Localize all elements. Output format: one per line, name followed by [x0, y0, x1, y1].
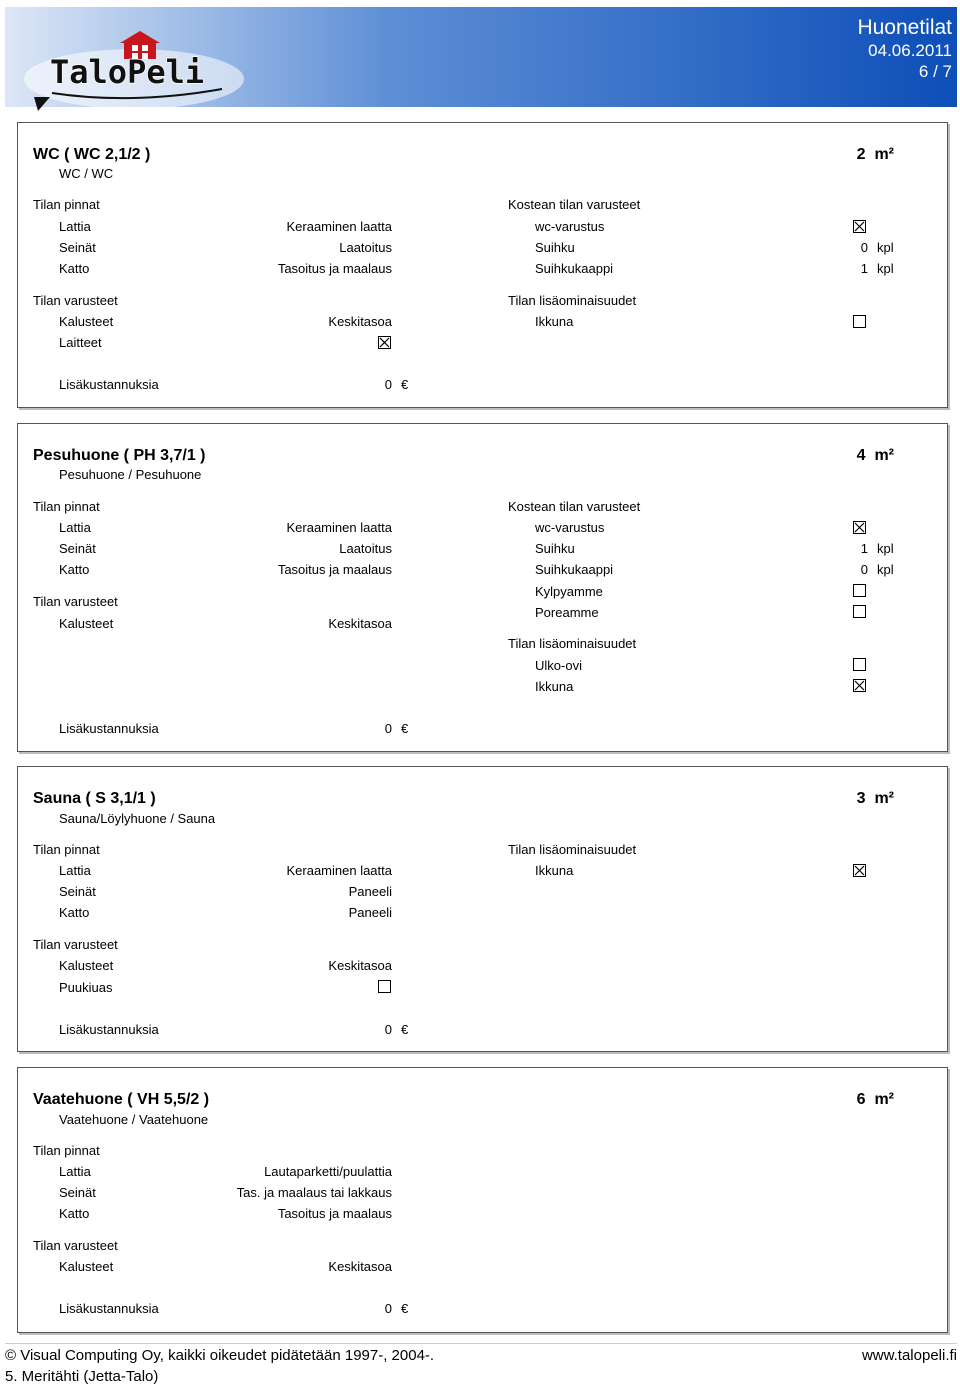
surfaces-heading: Tilan pinnat	[33, 197, 100, 212]
furniture-label: Kalusteet	[59, 1259, 114, 1274]
extras-heading: Tilan lisäominaisuudet	[508, 636, 637, 651]
room-subtitle: WC / WC	[59, 166, 114, 181]
wc-label: wc-varustus	[535, 520, 605, 535]
furniture-value: Keskitasoa	[328, 616, 392, 631]
room-area: 6 m²	[856, 1091, 894, 1108]
copyright-text: © Visual Computing Oy, kaikki oikeudet pidätetään 1997-, 2004-.	[5, 1347, 435, 1364]
room-area: 4 m²	[856, 447, 894, 464]
extra-cost-value: 0	[384, 377, 392, 392]
room-area: 2 m²	[856, 146, 894, 163]
page-header	[5, 7, 957, 107]
extras-heading: Tilan lisäominaisuudet	[508, 842, 637, 857]
logo-text: TaloPeli	[50, 53, 205, 91]
room-subtitle: Sauna/Löylyhuone / Sauna	[59, 811, 216, 826]
ceiling-label: Katto	[59, 562, 90, 577]
footer-divider	[5, 1343, 957, 1344]
walls-value: Paneeli	[348, 884, 392, 899]
ceiling-label: Katto	[59, 905, 90, 920]
equipment-heading: Tilan varusteet	[33, 937, 118, 952]
walls-value: Laatoitus	[339, 541, 392, 556]
window-label: Ikkuna	[535, 863, 574, 878]
floor-value: Keraaminen laatta	[286, 219, 392, 234]
window-checkbox-checked	[853, 679, 866, 692]
room-subtitle: Vaatehuone / Vaatehuone	[59, 1112, 209, 1127]
room-subtitle: Pesuhuone / Pesuhuone	[59, 467, 202, 482]
floor-label: Lattia	[59, 520, 91, 535]
bathtub-checkbox-unchecked	[853, 584, 866, 597]
extra-cost-label: Lisäkustannuksia	[59, 1301, 159, 1316]
furniture-label: Kalusteet	[59, 314, 114, 329]
walls-value: Laatoitus	[339, 240, 392, 255]
wc-label: wc-varustus	[535, 219, 605, 234]
window-checkbox-checked	[853, 864, 866, 877]
equipment-heading: Tilan varusteet	[33, 293, 118, 308]
walls-label: Seinät	[59, 240, 96, 255]
appliances-label: Laitteet	[59, 335, 102, 350]
room-title: Vaatehuone ( VH 5,5/2 )	[33, 1091, 210, 1108]
cabinet-unit: kpl	[877, 261, 894, 276]
shower-label: Suihku	[535, 240, 575, 255]
furniture-label: Kalusteet	[59, 616, 114, 631]
room-card-vaatehuone	[17, 1067, 948, 1333]
euro-sign: €	[401, 1301, 409, 1316]
website-link[interactable]: www.talopeli.fi	[861, 1347, 957, 1364]
wood-stove-checkbox-unchecked	[378, 980, 391, 993]
floor-label: Lattia	[59, 219, 91, 234]
outdoor-door-checkbox-unchecked	[853, 658, 866, 671]
window-label: Ikkuna	[535, 679, 574, 694]
furniture-value: Keskitasoa	[328, 1259, 392, 1274]
wc-checkbox-checked	[853, 521, 866, 534]
page-number: 6 / 7	[918, 62, 952, 81]
floor-value: Keraaminen laatta	[286, 520, 392, 535]
shower-unit: kpl	[877, 541, 894, 556]
window-label: Ikkuna	[535, 314, 574, 329]
floor-value: Keraaminen laatta	[286, 863, 392, 878]
wet-room-heading: Kostean tilan varusteet	[508, 499, 641, 514]
room-title: Pesuhuone ( PH 3,7/1 )	[33, 447, 206, 464]
outdoor-door-label: Ulko-ovi	[535, 658, 582, 673]
furniture-value: Keskitasoa	[328, 314, 392, 329]
floor-label: Lattia	[59, 863, 91, 878]
room-title: WC ( WC 2,1/2 )	[33, 146, 151, 163]
wc-checkbox-checked	[853, 220, 866, 233]
room-card-sauna	[17, 766, 948, 1052]
whirlpool-label: Poreamme	[535, 605, 599, 620]
floor-value: Lautaparketti/puulattia	[264, 1164, 392, 1179]
walls-label: Seinät	[59, 884, 96, 899]
appliances-checkbox-checked	[378, 336, 391, 349]
surfaces-heading: Tilan pinnat	[33, 1143, 100, 1158]
project-name: 5. Meritähti (Jetta-Talo)	[5, 1368, 159, 1385]
extra-cost-value: 0	[384, 1301, 392, 1316]
room-title: Sauna ( S 3,1/1 )	[33, 790, 156, 807]
equipment-heading: Tilan varusteet	[33, 1238, 118, 1253]
ceiling-label: Katto	[59, 1206, 90, 1221]
whirlpool-checkbox-unchecked	[853, 605, 866, 618]
walls-value: Tas. ja maalaus tai lakkaus	[236, 1185, 392, 1200]
shower-count: 1	[860, 541, 868, 556]
extras-heading: Tilan lisäominaisuudet	[508, 293, 637, 308]
extra-cost-label: Lisäkustannuksia	[59, 377, 159, 392]
walls-label: Seinät	[59, 1185, 96, 1200]
ceiling-label: Katto	[59, 261, 90, 276]
cabinet-count: 0	[860, 562, 868, 577]
furniture-label: Kalusteet	[59, 958, 114, 973]
euro-sign: €	[401, 1022, 409, 1037]
cabinet-label: Suihkukaappi	[535, 562, 614, 577]
extra-cost-label: Lisäkustannuksia	[59, 721, 159, 736]
ceiling-value: Tasoitus ja maalaus	[277, 562, 392, 577]
equipment-heading: Tilan varusteet	[33, 594, 118, 609]
room-area: 3 m²	[856, 790, 894, 807]
walls-label: Seinät	[59, 541, 96, 556]
page-title: Huonetilat	[857, 16, 952, 39]
wet-room-heading: Kostean tilan varusteet	[508, 197, 641, 212]
floor-label: Lattia	[59, 1164, 91, 1179]
furniture-value: Keskitasoa	[328, 958, 392, 973]
room-card-pesuhuone	[17, 423, 948, 752]
cabinet-count: 1	[860, 261, 868, 276]
bathtub-label: Kylpyamme	[535, 584, 603, 599]
cabinet-unit: kpl	[877, 562, 894, 577]
talopeli-logo	[22, 31, 247, 116]
shower-unit: kpl	[877, 240, 894, 255]
shower-count: 0	[860, 240, 868, 255]
window-checkbox-unchecked	[853, 315, 866, 328]
euro-sign: €	[401, 721, 409, 736]
extra-cost-value: 0	[384, 721, 392, 736]
surfaces-heading: Tilan pinnat	[33, 499, 100, 514]
wood-stove-label: Puukiuas	[59, 980, 113, 995]
ceiling-value: Tasoitus ja maalaus	[277, 261, 392, 276]
room-card-wc	[17, 122, 948, 408]
ceiling-value: Paneeli	[348, 905, 392, 920]
shower-label: Suihku	[535, 541, 575, 556]
extra-cost-value: 0	[384, 1022, 392, 1037]
euro-sign: €	[401, 377, 409, 392]
surfaces-heading: Tilan pinnat	[33, 842, 100, 857]
cabinet-label: Suihkukaappi	[535, 261, 614, 276]
extra-cost-label: Lisäkustannuksia	[59, 1022, 159, 1037]
ceiling-value: Tasoitus ja maalaus	[277, 1206, 392, 1221]
report-date: 04.06.2011	[868, 41, 952, 60]
